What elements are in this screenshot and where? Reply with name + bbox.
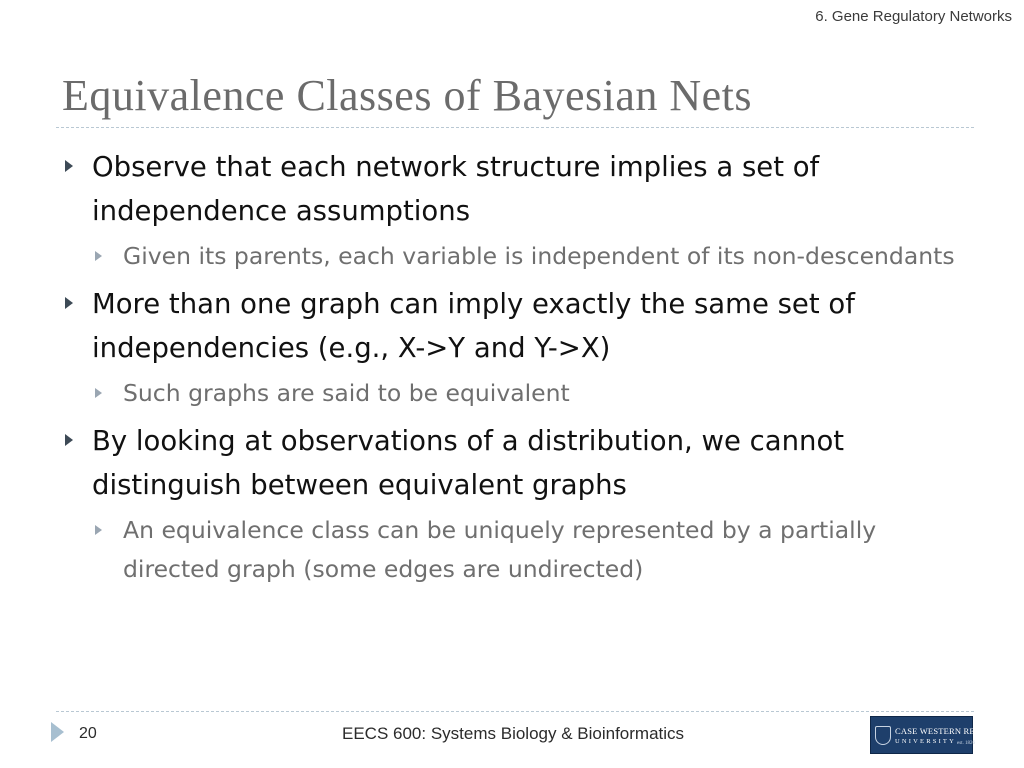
- sub-bullet-text: An equivalence class can be uniquely represented by a partially directed graph (some edges are undirected): [123, 516, 877, 583]
- triangle-bullet-icon: [65, 160, 73, 172]
- slide-title: Equivalence Classes of Bayesian Nets: [62, 71, 753, 120]
- section-label: 6. Gene Regulatory Networks: [815, 8, 1012, 25]
- sub-bullet-text: Given its parents, each variable is independent of its non-descendants: [123, 242, 955, 270]
- triangle-right-icon: [51, 722, 64, 742]
- bullet-point-text: Observe that each network structure implies a set of independence assumptions: [92, 151, 820, 227]
- triangle-bullet-icon: [65, 297, 73, 309]
- sub-bullet-point-3: [58, 511, 978, 589]
- triangle-bullet-icon: [65, 434, 73, 446]
- triangle-sub-bullet-icon: [95, 525, 102, 535]
- triangle-sub-bullet-icon: [95, 251, 102, 261]
- bullet-point-text: More than one graph can imply exactly the same set of independencies (e.g., X->Y and Y->X): [92, 288, 855, 364]
- logo-subname: UNIVERSITY: [895, 738, 956, 745]
- bullet-list: [58, 145, 978, 595]
- bullet-point-text: By looking at observations of a distribution, we cannot distinguish between equivalent graphs: [92, 425, 845, 501]
- bullet-point-2: [58, 282, 978, 370]
- footer-divider: [56, 711, 974, 712]
- seal-icon: [875, 726, 891, 745]
- footer-course-name: EECS 600: Systems Biology & Bioinformatics: [342, 724, 685, 743]
- bullet-point-1: [58, 145, 978, 233]
- university-logo: [870, 716, 1003, 754]
- logo-est: est. 1826: [957, 741, 976, 746]
- sub-bullet-point-1: [58, 237, 978, 276]
- bullet-point-3: [58, 419, 978, 507]
- logo-name: CASE WESTERN RESERVE: [895, 726, 1003, 736]
- sub-bullet-text: Such graphs are said to be equivalent: [123, 379, 570, 407]
- title-divider: [56, 127, 974, 128]
- sub-bullet-point-2: [58, 374, 978, 413]
- page-number: 20: [79, 725, 97, 742]
- triangle-sub-bullet-icon: [95, 388, 102, 398]
